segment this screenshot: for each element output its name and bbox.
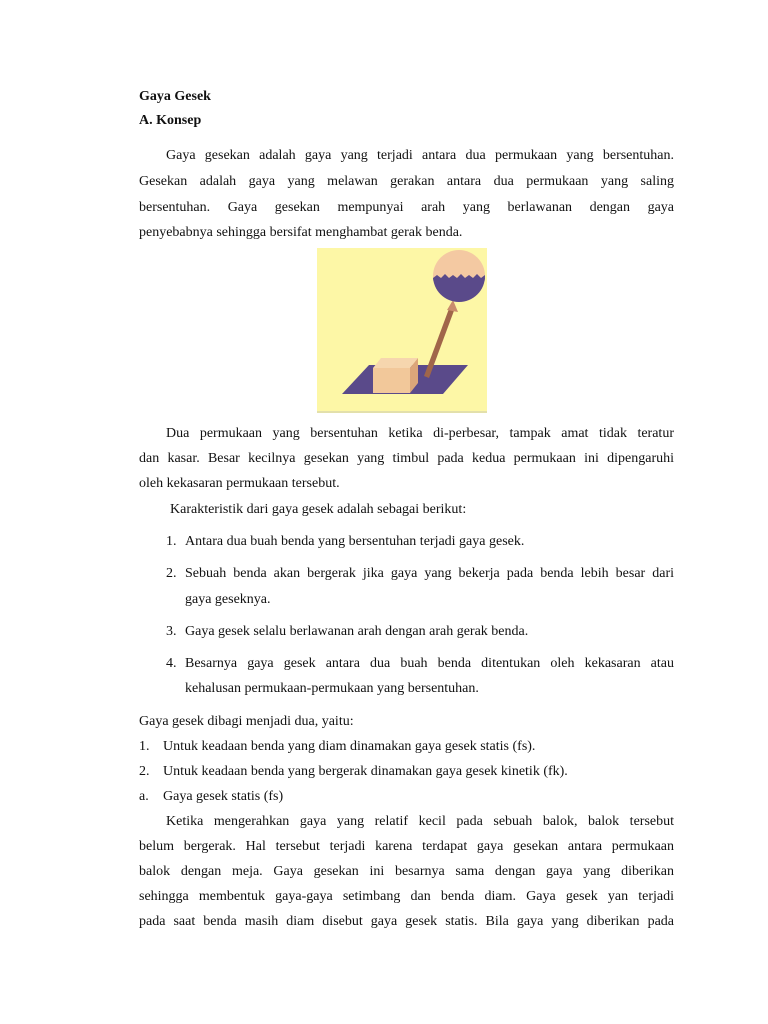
subsection-letter: a.: [139, 789, 149, 804]
list-item: Antara dua buah benda yang bersentuhan terjadi gaya gesek.: [185, 534, 525, 549]
list-item: Sebuah benda akan bergerak jika gaya yang bekerja pada benda lebih besar dari: [185, 566, 674, 581]
doc-title: Gaya Gesek: [139, 89, 211, 104]
list-item: Besarnya gaya gesek antara dua buah benda ditentukan oleh kekasaran atau: [185, 656, 674, 671]
p3-line: sehingga membentuk gaya-gaya setimbang dan benda diam. Gaya gesek yan terjadi: [139, 889, 674, 904]
list-item: Gaya gesek selalu berlawanan arah dengan arah gerak benda.: [185, 624, 529, 639]
characteristics-intro: Karakteristik dari gaya gesek adalah sebagai berikut:: [170, 502, 467, 517]
list-number: 1.: [166, 534, 177, 549]
type-item: Untuk keadaan benda yang diam dinamakan gaya gesek statis (fs).: [163, 739, 536, 754]
type-number: 1.: [139, 739, 150, 754]
p2-line: Dua permukaan yang bersentuhan ketika di-perbesar, tampak amat tidak teratur: [166, 426, 674, 441]
type-number: 2.: [139, 764, 150, 779]
type-item: Untuk keadaan benda yang bergerak dinamakan gaya gesek kinetik (fk).: [163, 764, 568, 779]
section-heading: A. Konsep: [139, 113, 202, 128]
p3-line: Ketika mengerahkan gaya yang relatif kecil pada sebuah balok, balok tersebut: [166, 814, 674, 829]
p1-line: penyebabnya sehingga bersifat menghambat gerak benda.: [139, 225, 463, 240]
p1-line: bersentuhan. Gaya gesekan mempunyai arah yang berlawanan dengan gaya: [139, 200, 674, 215]
p3-line: belum bergerak. Hal tersebut terjadi karena terdapat gaya gesekan antara permukaan: [139, 839, 674, 854]
p1-line: Gaya gesekan adalah gaya yang terjadi antara dua permukaan yang bersentuhan.: [166, 148, 674, 163]
division-intro: Gaya gesek dibagi menjadi dua, yaitu:: [139, 714, 354, 729]
friction-figure: [317, 248, 487, 413]
list-item-cont: gaya geseknya.: [185, 592, 271, 607]
p3-line: balok dengan meja. Gaya gesekan ini besarnya sama dengan gaya yang diberikan: [139, 864, 674, 879]
list-item-cont: kehalusan permukaan-permukaan yang bersentuhan.: [185, 681, 479, 696]
subsection-title: Gaya gesek statis (fs): [163, 789, 284, 804]
p2-line: oleh kekasaran permukaan tersebut.: [139, 476, 340, 491]
p2-line: dan kasar. Besar kecilnya gesekan yang timbul pada kedua permukaan ini dipengaruhi: [139, 451, 674, 466]
list-number: 4.: [166, 656, 177, 671]
list-number: 2.: [166, 566, 177, 581]
p1-line: Gesekan adalah gaya yang melawan gerakan antara dua permukaan yang saling: [139, 174, 674, 189]
p3-line: pada saat benda masih diam disebut gaya gesek statis. Bila gaya yang diberikan pada: [139, 914, 674, 929]
list-number: 3.: [166, 624, 177, 639]
block-front: [373, 368, 410, 393]
